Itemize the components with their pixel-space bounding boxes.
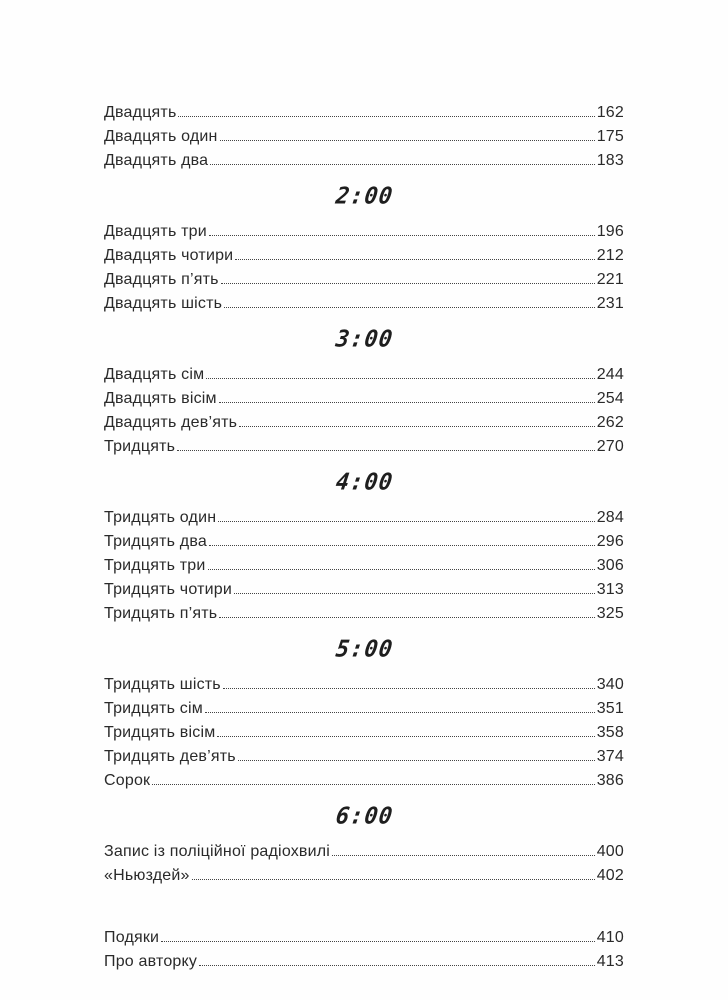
toc-entry [104, 506, 624, 530]
toc-entry-title: Тридцять п’ять [104, 605, 218, 622]
toc-entry-title: Двадцять чотири [104, 247, 234, 264]
toc-leader-dots [218, 520, 594, 522]
toc-leader-dots [209, 234, 595, 236]
toc-entry-page: 313 [596, 581, 624, 598]
toc-leader-dots [332, 854, 595, 856]
toc-entry-title: Сорок [104, 772, 151, 789]
toc-entry-title: Двадцять сім [104, 366, 205, 383]
toc-entry-page: 221 [596, 271, 624, 288]
toc-entry-title: Тридцять сім [104, 700, 203, 717]
toc-entry [104, 292, 624, 316]
toc-entry [104, 244, 624, 268]
toc-entry [104, 387, 624, 411]
table-of-contents [104, 101, 624, 974]
toc-leader-dots [206, 377, 594, 379]
toc-leader-dots [192, 878, 595, 880]
toc-entry-title: Двадцять один [104, 128, 218, 145]
toc-leader-dots [209, 544, 595, 546]
toc-leader-dots [205, 711, 595, 713]
toc-entry-page: 386 [596, 772, 624, 789]
toc-entry-page: 284 [596, 509, 624, 526]
toc-leader-dots [223, 687, 595, 689]
toc-leader-dots [217, 735, 594, 737]
toc-entry-page: 270 [596, 438, 624, 455]
toc-leader-dots [208, 568, 595, 570]
toc-entry [104, 220, 624, 244]
toc-leader-dots [220, 139, 595, 141]
toc-entry [104, 125, 624, 149]
toc-entry [104, 745, 624, 769]
toc-leader-dots [152, 783, 594, 785]
toc-entry-page: 175 [596, 128, 624, 145]
toc-entry [104, 101, 624, 125]
section-heading [104, 316, 624, 363]
toc-entry-title: Двадцять [104, 104, 177, 121]
toc-leader-dots [239, 425, 595, 427]
toc-leader-dots [161, 940, 595, 942]
toc-leader-dots [224, 306, 595, 308]
section-heading [104, 459, 624, 506]
toc-entry-page: 254 [596, 390, 624, 407]
toc-leader-dots [210, 163, 594, 165]
toc-entry-page: 402 [596, 867, 624, 884]
toc-leader-dots [234, 592, 595, 594]
toc-entry-page: 374 [596, 748, 624, 765]
toc-entry-title: Тридцять дев’ять [104, 748, 236, 765]
toc-leader-dots [178, 115, 594, 117]
toc-entry-title: Двадцять вісім [104, 390, 217, 407]
section-heading [104, 793, 624, 840]
toc-entry [104, 697, 624, 721]
toc-entry [104, 673, 624, 697]
toc-entry [104, 840, 624, 864]
section-time-label: 4:00 [333, 469, 395, 496]
section-heading [104, 173, 624, 220]
toc-entry-page: 351 [596, 700, 624, 717]
toc-entry-page: 410 [596, 929, 624, 946]
toc-entry-page: 183 [596, 152, 624, 169]
toc-entry-page: 162 [596, 104, 624, 121]
toc-entry [104, 602, 624, 626]
toc-entry-page: 400 [596, 843, 624, 860]
toc-entry-title: Двадцять шість [104, 295, 223, 312]
toc-entry-title: Подяки [104, 929, 160, 946]
toc-leader-dots [219, 401, 595, 403]
toc-entry [104, 149, 624, 173]
toc-entry [104, 864, 624, 888]
toc-entry-page: 306 [596, 557, 624, 574]
toc-entry [104, 435, 624, 459]
toc-entry [104, 721, 624, 745]
toc-entry-page: 413 [596, 953, 624, 970]
toc-leader-dots [219, 616, 594, 618]
toc-entry-title: Тридцять [104, 438, 176, 455]
toc-entry-title: Тридцять шість [104, 676, 221, 693]
toc-entry [104, 578, 624, 602]
toc-entry-title: Двадцять два [104, 152, 209, 169]
section-heading [104, 626, 624, 673]
toc-leader-dots [177, 449, 595, 451]
toc-leader-dots [238, 759, 595, 761]
toc-entry [104, 950, 624, 974]
toc-entry [104, 926, 624, 950]
toc-entry [104, 411, 624, 435]
toc-entry [104, 554, 624, 578]
toc-entry-title: Двадцять три [104, 223, 207, 240]
toc-entry-title: Тридцять три [104, 557, 206, 574]
toc-entry-title: «Ньюздей» [104, 867, 190, 884]
toc-entry-title: Двадцять п’ять [104, 271, 219, 288]
toc-entry-page: 231 [596, 295, 624, 312]
toc-entry-page: 325 [596, 605, 624, 622]
toc-entry-page: 340 [596, 676, 624, 693]
toc-entry-title: Про авторку [104, 953, 198, 970]
toc-entry-page: 196 [596, 223, 624, 240]
toc-entry-title: Тридцять два [104, 533, 207, 550]
toc-entry-title: Тридцять чотири [104, 581, 232, 598]
toc-leader-dots [199, 964, 595, 966]
toc-entry-page: 262 [596, 414, 624, 431]
section-spacer [104, 888, 624, 926]
section-time-label: 2:00 [333, 183, 395, 210]
toc-entry-title: Тридцять один [104, 509, 217, 526]
section-time-label: 5:00 [333, 636, 395, 663]
section-time-label: 3:00 [333, 326, 395, 353]
toc-entry-title: Тридцять вісім [104, 724, 216, 741]
toc-leader-dots [235, 258, 594, 260]
toc-entry-title: Двадцять дев’ять [104, 414, 238, 431]
toc-entry-page: 244 [596, 366, 624, 383]
toc-leader-dots [221, 282, 595, 284]
toc-entry-page: 296 [596, 533, 624, 550]
toc-entry-title: Запис із поліційної радіохвилі [104, 843, 331, 860]
toc-entry [104, 268, 624, 292]
section-time-label: 6:00 [333, 803, 395, 830]
toc-entry [104, 769, 624, 793]
toc-entry [104, 530, 624, 554]
toc-entry-page: 358 [596, 724, 624, 741]
toc-entry [104, 363, 624, 387]
toc-entry-page: 212 [596, 247, 624, 264]
